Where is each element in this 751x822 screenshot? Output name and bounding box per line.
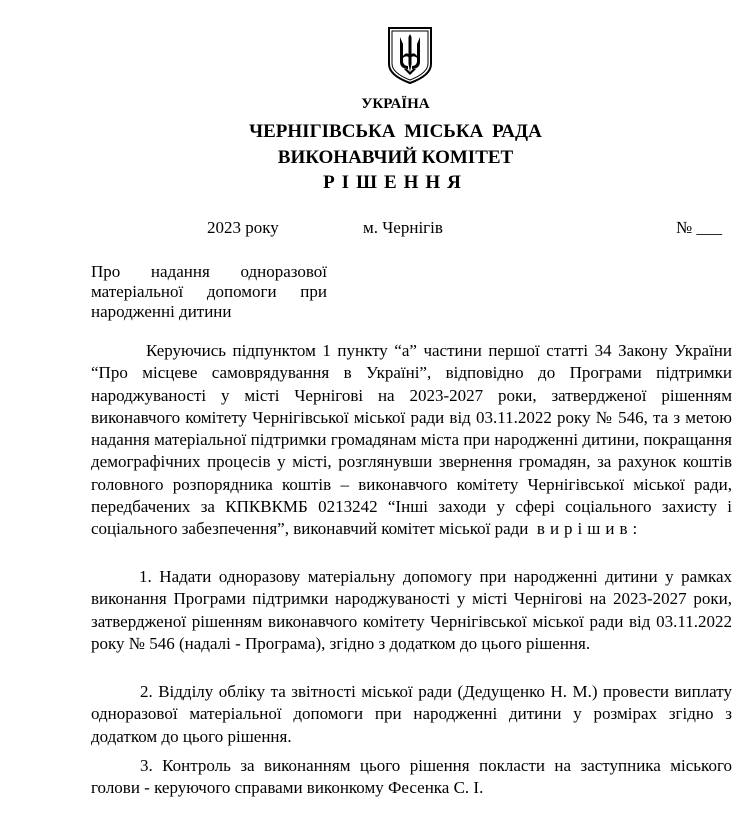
resolve-word: вирішив: — [536, 519, 643, 539]
decision-number: № ___ — [676, 218, 722, 237]
decision-item-1: 1. Надати одноразову матеріальну допомогу при народженні дитини у рамках виконання Програми підтримки народжуваності у місті Чернігові на 2023-2027 роки, затвердженої рішенням виконавчого комітету Чернігівської міської ради від 03.11.2022 року № 546 (надалі - Програма), згідно з додатком до цього рішення. — [91, 567, 732, 653]
decision-date: 2023 року — [207, 218, 279, 237]
coat-of-arms-icon — [386, 26, 434, 84]
country-heading: УКРАЇНА — [361, 96, 430, 112]
decision-heading: РІШЕННЯ — [323, 172, 468, 193]
decision-item-3: 3. Контроль за виконанням цього рішення покласти на заступника міського голови - керуючого справами виконкому Фесенка С. І. — [91, 756, 732, 798]
council-heading: ЧЕРНІГІВСЬКА МІСЬКА РАДА — [249, 121, 542, 142]
intro-paragraph — [91, 340, 732, 541]
decision-city: м. Чернігів — [363, 218, 443, 237]
intro-text: Керуючись підпунктом 1 пункту “а” частини першої статті 34 Закону України “Про місцеве самоврядування в Україні”, відповідно до Програми підтримки народжуваності у місті Чернігові на 2023-2027 роки, затвердженої рішенням виконавчого комітету Чернігівської міської ради від 03.11.2022 року № 546, та з метою надання матеріальної підтримки громадянам міста при народженні дитини, покращання демографічних процесів у місті, розглянувши звернення громадян, за рахунок коштів головного розпорядника коштів – виконавчого комітету Чернігівської міської ради, передбачених за КПКВКМБ 0213242 “Інші заходи у сфері соціального захисту і соціального забезпечення”, виконавчий комітет міської ради — [91, 341, 732, 539]
decision-subject: Про надання одноразової матеріальної допомоги при народженні дитини — [91, 262, 327, 321]
decision-item-2: 2. Відділу обліку та звітності міської ради (Дедущенко Н. М.) провести виплату одноразової матеріальної допомоги при народженні дитини у розмірах згідно з додатком до цього рішення. — [91, 682, 732, 746]
committee-heading: ВИКОНАВЧИЙ КОМІТЕТ — [277, 147, 514, 168]
